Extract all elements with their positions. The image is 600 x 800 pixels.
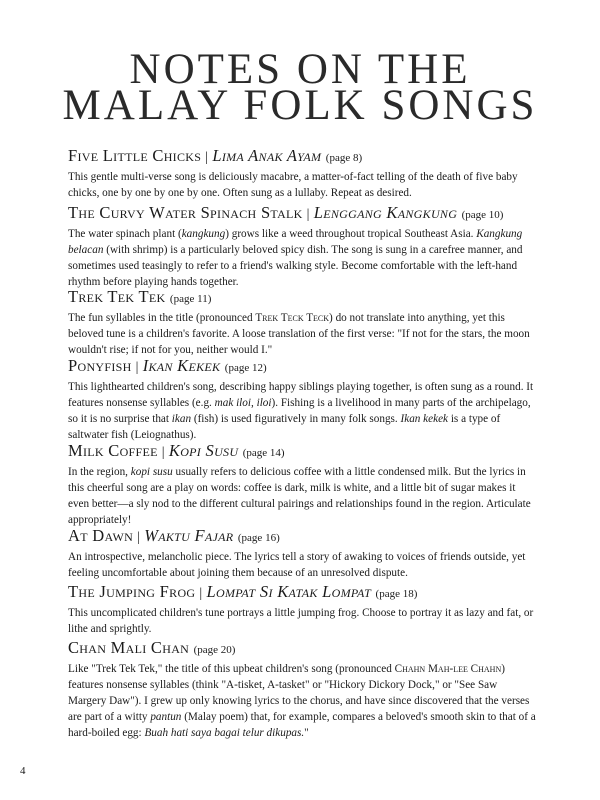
song-note-curvy-water-spinach-stalk [68, 203, 538, 290]
page-reference: (page 18) [375, 588, 418, 600]
song-title-english: Trek Tek Tek [68, 287, 166, 306]
song-title-english: The Curvy Water Spinach Stalk [68, 203, 303, 222]
song-title-malay: Lima Anak Ayam [212, 146, 322, 165]
song-title-english: Five Little Chicks [68, 146, 202, 165]
song-description: In the region, kopi susu usually refers to delicious coffee with a little condensed milk. But the lyrics in this cheerful song are a play on words: coffee is dark, milk is white, and a little bit of sugar makes it even better—a sly nod to the different cultural pairings and relationships found in the region. Articulate appropriately! [68, 466, 531, 526]
song-title-english: The Jumping Frog [68, 582, 196, 601]
song-note-ponyfish [68, 356, 538, 443]
page-reference: (page 10) [461, 209, 504, 221]
song-note-jumping-frog [68, 582, 538, 637]
song-heading [68, 582, 538, 604]
song-description: This uncomplicated children's tune portrays a little jumping frog. Choose to portray it as lazy and fat, or lithe and sprightly. [68, 607, 534, 635]
song-heading [68, 356, 538, 378]
title-separator: | [199, 586, 203, 601]
page-reference: (page 16) [237, 532, 280, 544]
page-reference: (page 8) [325, 152, 363, 164]
song-heading [68, 638, 538, 660]
title-separator: | [137, 530, 141, 545]
title-separator: | [135, 360, 139, 375]
song-title-malay: Kopi Susu [168, 441, 239, 460]
song-description: The fun syllables in the title (pronounced Trek Teck Teck) do not translate into anything, yet this beloved tune is a children's favorite. A loose translation of the first verse: "If not for the stars, the moon wouldn't rise; if not for you, neither would I." [68, 312, 530, 356]
song-title-malay: Lompat Si Katak Lompat [206, 582, 372, 601]
song-description: The water spinach plant (kangkung) grows like a weed throughout tropical Southeast Asia. Kangkung belacan (with shrimp) is a particularly beloved spicy dish. The song is sung in a carefree manner, and sometimes used teasingly to refer to a friend's walking style. Become comfortable with the left-hand rhythm before playing hands together. [68, 228, 523, 288]
song-title-malay: Waktu Fajar [144, 526, 234, 545]
song-description: An introspective, melancholic piece. The lyrics tell a story of awaking to voices of friends outside, yet feeling uncomfortable about joining them because of an unresolved dispute. [68, 551, 526, 579]
song-title-english: Milk Coffee [68, 441, 158, 460]
song-note-chan-mali-chan [68, 638, 538, 741]
song-heading [68, 203, 538, 225]
song-description: This lighthearted children's song, describing happy siblings playing together, is often sung as a round. It features nonsense syllables (e.g. mak iloi, iloi). Fishing is a livelihood in many parts of the archipelago, so it is no surprise that ikan (fish) is used figuratively in many folk songs. Ikan kekek is a type of saltwater fish (Leiognathus). [68, 381, 534, 441]
title-separator: | [161, 445, 165, 460]
song-note-trek-tek-tek [68, 287, 538, 358]
song-heading [68, 287, 538, 309]
song-note-five-little-chicks [68, 146, 538, 201]
song-heading [68, 526, 538, 548]
song-note-milk-coffee [68, 441, 538, 528]
page-reference: (page 14) [242, 447, 285, 459]
song-title-malay: Lenggang Kangkung [313, 203, 458, 222]
song-heading [68, 146, 538, 168]
page-title-line-1: NOTES ON THE [129, 46, 471, 93]
page-reference: (page 11) [169, 293, 212, 305]
song-title-malay: Ikan Kekek [142, 356, 221, 375]
page-reference: (page 20) [193, 644, 236, 656]
song-title-english: Chan Mali Chan [68, 638, 190, 657]
song-title-english: At Dawn [68, 526, 134, 545]
title-separator: | [205, 150, 209, 165]
song-description: This gentle multi-verse song is deliciously macabre, a matter-of-fact telling of the death of five baby chicks, one by one by one by one. Often sung as a lullaby. Repeat as desired. [68, 171, 518, 199]
song-heading [68, 441, 538, 463]
page-reference: (page 12) [224, 362, 267, 374]
song-description: Like "Trek Tek Tek," the title of this upbeat children's song (pronounced Chahn Mah-lee Chahn) features nonsense syllables (think "A-tisket, A-tasket" or "Hickory Dickory Dock," or "See Saw Margery Daw"). I grew up only knowing lyrics to the chorus, and have since discovered that the verses are part of a witty pantun (Malay poem) that, for example, compares a beloved's smooth skin to that of a hard-boiled egg: Buah hati saya bagai telur dikupas." [68, 663, 536, 739]
page-number: 4 [20, 765, 26, 777]
page-title-line-2: MALAY FOLK SONGS [62, 82, 538, 129]
title-separator: | [306, 207, 310, 222]
song-note-at-dawn [68, 526, 538, 581]
song-title-english: Ponyfish [68, 356, 132, 375]
